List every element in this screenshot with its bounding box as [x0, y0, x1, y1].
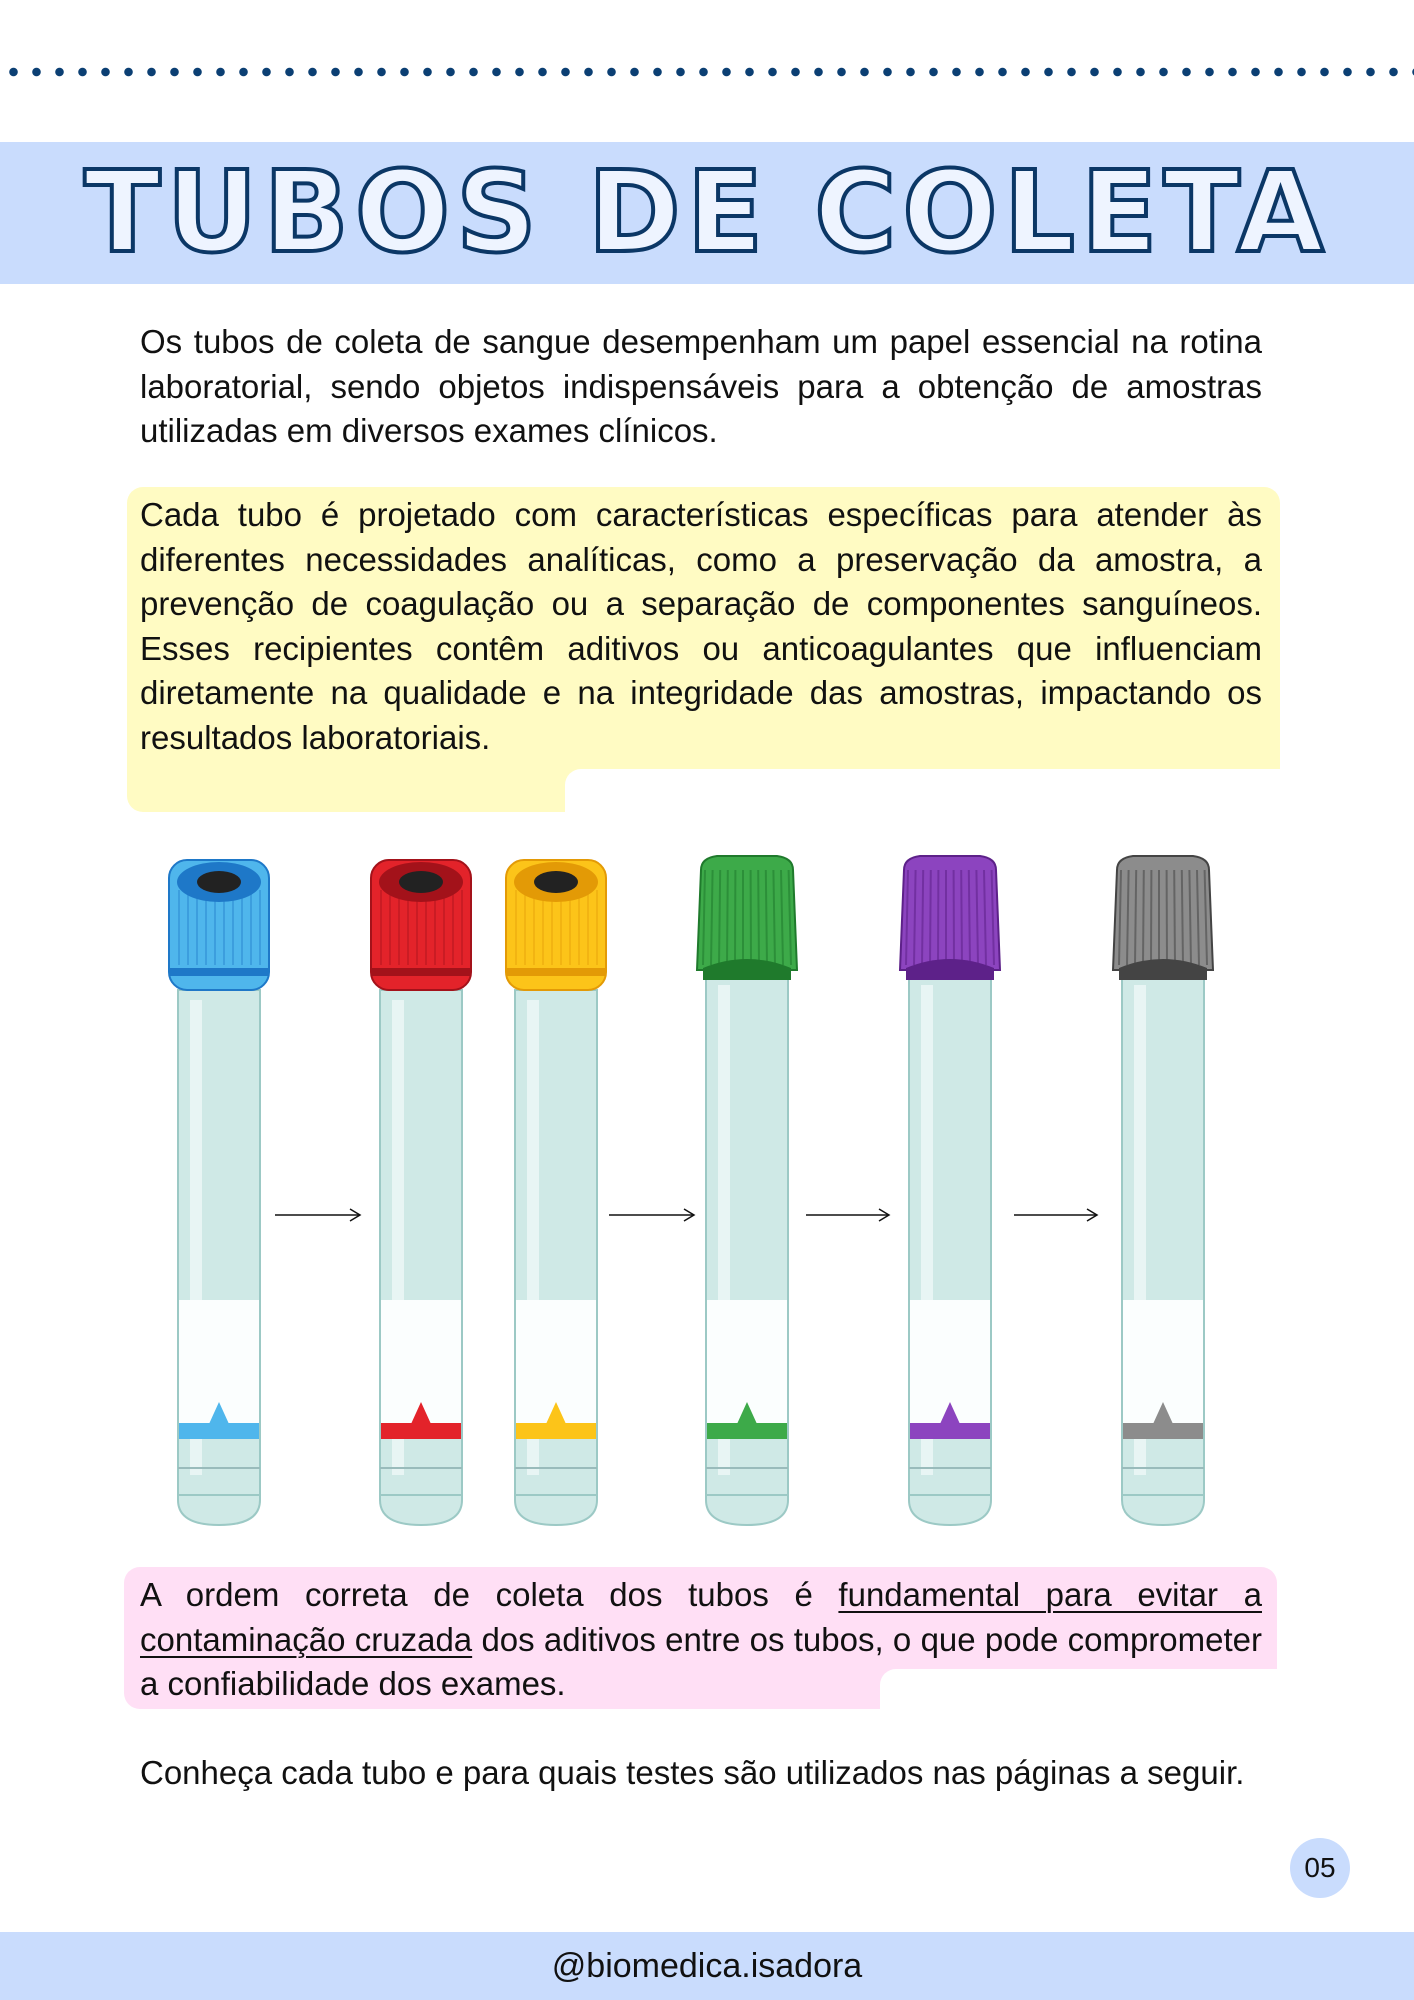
tube-red [371, 860, 471, 1525]
tube-bottom [909, 1495, 991, 1525]
cap-rib [922, 870, 923, 965]
tube-bottom [515, 1495, 597, 1525]
arrow-right-icon [1014, 1209, 1097, 1221]
highlight-cutout [565, 769, 1285, 819]
tube-bottom [1122, 1495, 1204, 1525]
tube-fill-marker [1123, 1423, 1203, 1439]
tube-bottom [178, 1495, 260, 1525]
tube-fill-marker [910, 1423, 990, 1439]
tube-fill-marker [707, 1423, 787, 1439]
cap-band [506, 968, 606, 976]
collection-tubes-illustration [0, 840, 1414, 1540]
cap-band [371, 968, 471, 976]
cap-rib [758, 870, 759, 965]
cap-band [169, 968, 269, 976]
page-number: 05 [1290, 1838, 1350, 1898]
cap-rib [719, 870, 720, 965]
tube-green [697, 856, 797, 1525]
arrow-right-icon [806, 1209, 889, 1221]
cap-rib [1174, 870, 1175, 965]
title-banner [0, 142, 1414, 284]
arrow-right-icon [275, 1209, 360, 1221]
page-title: TUBOS DE COLETA [84, 148, 1330, 278]
tube-yellow [506, 860, 606, 1525]
arrow-right-icon [609, 1209, 694, 1221]
order-text: A ordem correta de coleta dos tubos é [140, 1576, 839, 1613]
order-text-end: dos aditivos entre os tubos, o que pode comprometer a confiabilidade dos exames. [140, 1620, 1263, 1702]
order-underlined-text: fundamental para evitar a contaminação cruzada [140, 1576, 1262, 1658]
cap-rib [727, 870, 728, 965]
order-paragraph [140, 1573, 1262, 1707]
cap-hole [197, 871, 241, 893]
tube-purple [900, 856, 1000, 1525]
footer-handle: @biomedica.isadora [0, 1932, 1414, 2000]
tube-gray [1113, 856, 1213, 1525]
tube-bottom [380, 1495, 462, 1525]
dotted-divider [0, 66, 1414, 78]
cap-rib [766, 870, 767, 965]
cap-rib [1143, 870, 1144, 965]
cap-rib [1135, 870, 1136, 965]
tube-fill-marker [179, 1423, 259, 1439]
tube-fill-marker [516, 1423, 596, 1439]
intro-paragraph: Os tubos de coleta de sangue desempenham um papel essencial na rotina laboratorial, sendo objetos indispensáveis para a obtenção de amostras utilizadas em diversos exames clínicos. [140, 323, 1262, 449]
cap-hole [399, 871, 443, 893]
cap-rib [969, 870, 970, 965]
cap-hole [534, 871, 578, 893]
cap-rib [930, 870, 931, 965]
tube-fill-marker [381, 1423, 461, 1439]
cap-rib [1182, 870, 1183, 965]
highlight-paragraph-yellow: Cada tubo é projetado com características específicas para atender às diferentes necessidades analíticas, como a preservação da amostra, a prevenção de coagulação ou a separação de componentes sanguíneos. Esses recipientes contêm aditivos ou anticoagulantes que influenciam diretamente na qualidade e na integridade das amostras, impactando os resultados laboratoriais. [140, 496, 1262, 756]
tube-blue [169, 860, 269, 1525]
closing-paragraph: Conheça cada tubo e para quais testes são utilizados nas páginas a seguir. [140, 1754, 1245, 1791]
tube-bottom [706, 1495, 788, 1525]
cap-rib [961, 870, 962, 965]
